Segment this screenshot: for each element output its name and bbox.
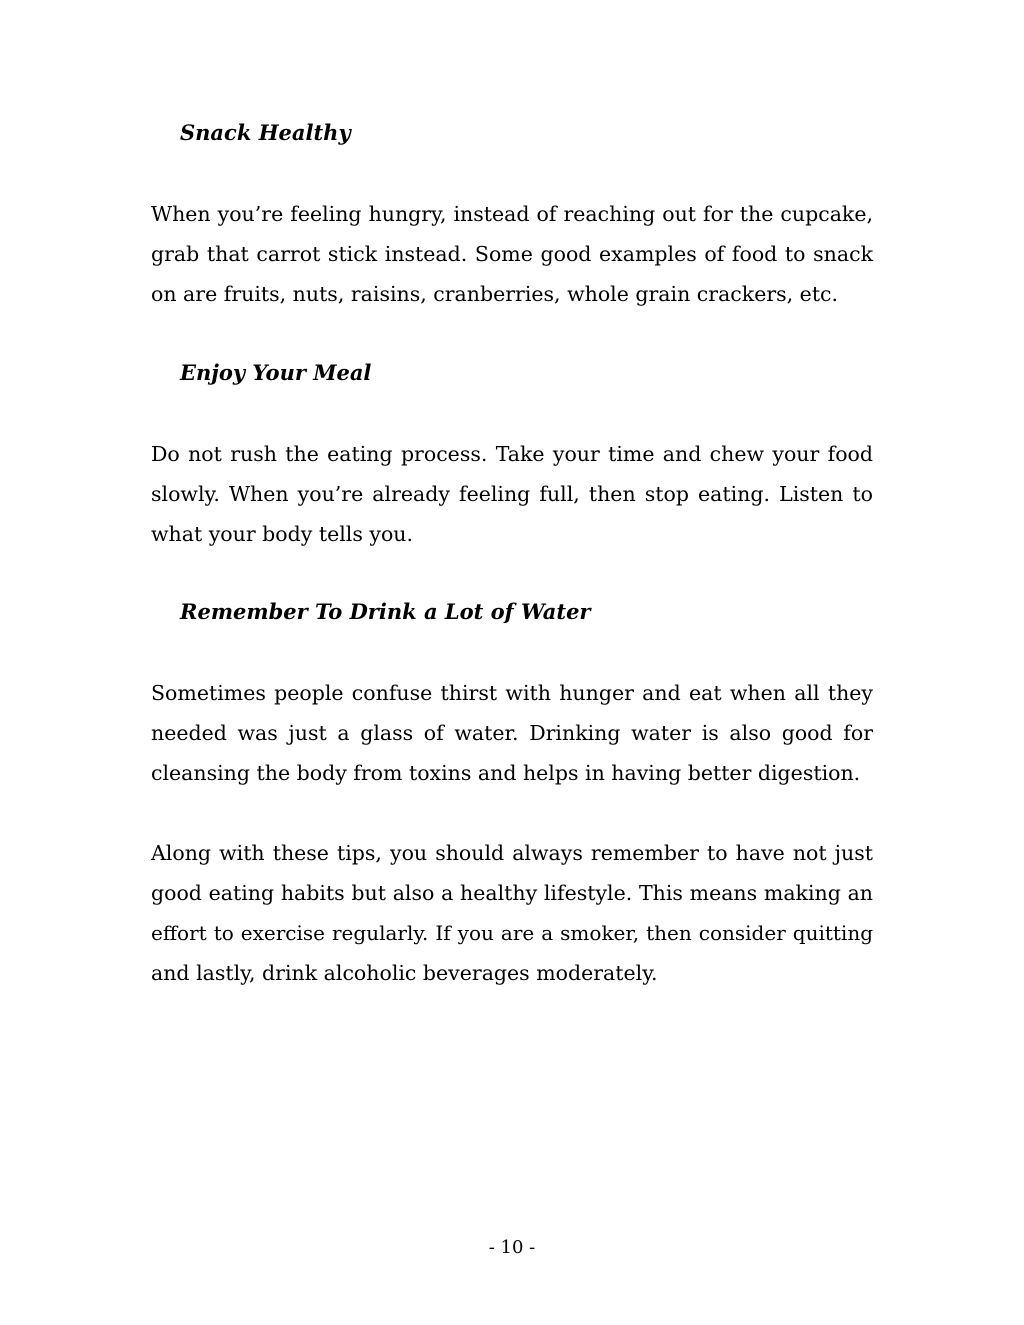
heading-snack-healthy: Snack Healthy [180, 120, 351, 145]
text-line: Sometimes people confuse thirst with hunger and eat when all they [151, 681, 873, 705]
paragraph-closing [151, 833, 873, 993]
paragraph-drink-water [151, 673, 873, 793]
paragraph-snack-healthy [151, 194, 873, 314]
text-line: grab that carrot stick instead. Some good examples of food to snack [151, 242, 873, 266]
text-line: cleansing the body from toxins and helps in having better digestion. [151, 761, 861, 785]
heading-drink-water: Remember To Drink a Lot of Water [180, 599, 591, 624]
text-line: When you’re feeling hungry, instead of reaching out for the cupcake, [151, 202, 873, 226]
paragraph-enjoy-your-meal [151, 434, 873, 554]
text-line: slowly. When you’re already feeling full, then stop eating. Listen to [151, 482, 873, 506]
text-line: on are fruits, nuts, raisins, cranberries, whole grain crackers, etc. [151, 282, 839, 306]
page-number: - 10 - [488, 1237, 536, 1258]
text-line: needed was just a glass of water. Drinking water is also good for [151, 721, 873, 745]
text-line: good eating habits but also a healthy lifestyle. This means making an [151, 881, 873, 905]
text-line: what your body tells you. [151, 522, 414, 546]
heading-enjoy-your-meal: Enjoy Your Meal [180, 360, 372, 385]
text-line: and lastly, drink alcoholic beverages moderately. [151, 961, 658, 985]
text-line: Along with these tips, you should always remember to have not just [151, 841, 873, 865]
text-line: Do not rush the eating process. Take your time and chew your food [151, 442, 873, 466]
text-line: effort to exercise regularly. If you are a smoker, then consider quitting [151, 921, 873, 945]
